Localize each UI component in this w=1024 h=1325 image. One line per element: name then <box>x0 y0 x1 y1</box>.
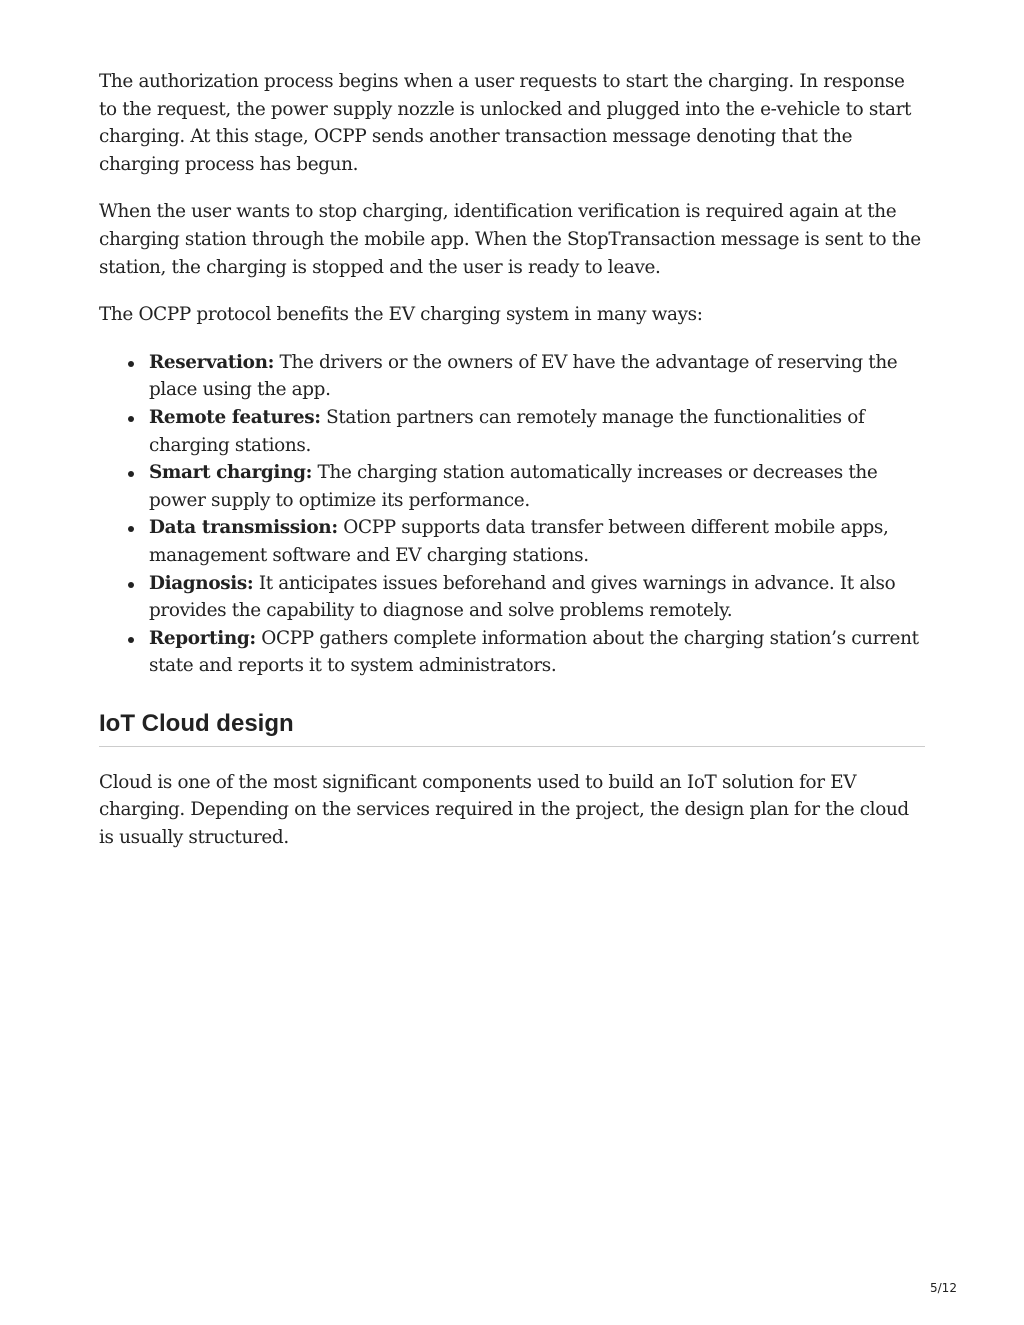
section-heading-iot-cloud: IoT Cloud design <box>99 710 925 747</box>
list-item <box>149 349 925 404</box>
list-item <box>149 404 925 459</box>
benefit-text: The drivers or the owners of EV have the advantage of reserving the place using the app. <box>149 351 898 401</box>
benefit-term: Diagnosis: <box>149 572 254 594</box>
list-item <box>149 459 925 514</box>
paragraph-benefits-intro: The OCPP protocol benefits the EV charging system in many ways: <box>99 304 703 326</box>
document-page <box>99 68 925 872</box>
benefits-list <box>99 349 925 680</box>
benefit-text: OCPP supports data transfer between different mobile apps, management software and EV charging stations. <box>149 517 889 566</box>
list-item <box>149 570 925 625</box>
list-item <box>149 625 925 680</box>
benefit-text: Station partners can remotely manage the functionalities of charging stations. <box>149 406 865 456</box>
benefit-text: It anticipates issues beforehand and gives warnings in advance. It also provides the capability to diagnose and solve problems remotely. <box>149 572 896 622</box>
benefit-term: Remote features: <box>149 406 321 428</box>
benefit-term: Reservation: <box>149 351 275 373</box>
page-number: 5/12 <box>930 1281 957 1295</box>
benefit-term: Data transmission: <box>149 517 338 539</box>
benefit-text: OCPP gathers complete information about the charging station’s current state and reports it to system administrators. <box>149 627 919 677</box>
bullet-icon <box>128 582 134 588</box>
bullet-icon <box>128 637 134 643</box>
list-item <box>149 514 925 569</box>
paragraph-stop-charging: When the user wants to stop charging, identification verification is required again at the charging station through the mobile app. When the StopTransaction message is sent to the station, the charging is stopped and the user is ready to leave. <box>99 201 921 278</box>
bullet-icon <box>128 361 134 367</box>
benefit-text: The charging station automatically increases or decreases the power supply to optimize its performance. <box>149 462 878 511</box>
bullet-icon <box>128 416 134 422</box>
bullet-icon <box>128 471 134 477</box>
paragraph-iot-cloud: Cloud is one of the most significant components used to build an IoT solution for EV charging. Depending on the services required in the project, the design plan for the cloud is usually structured. <box>99 771 909 849</box>
paragraph-authorization: The authorization process begins when a user requests to start the charging. In response to the request, the power supply nozzle is unlocked and plugged into the e-vehicle to start charging. At this stage, OCPP sends another transaction message denoting that the charging process has begun. <box>99 71 912 175</box>
benefit-term: Smart charging: <box>149 462 313 484</box>
bullet-icon <box>128 526 134 532</box>
benefit-term: Reporting: <box>149 627 256 649</box>
